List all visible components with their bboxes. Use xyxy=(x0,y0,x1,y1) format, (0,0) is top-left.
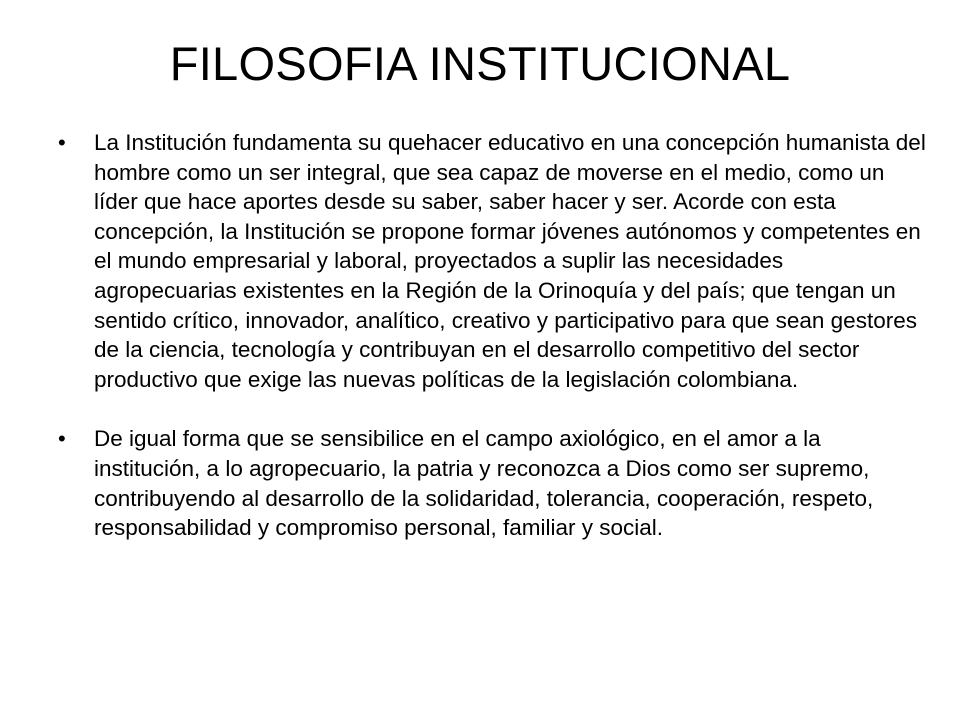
bullet-item-philosophy xyxy=(58,128,930,394)
bullet-item-values xyxy=(58,424,930,542)
bullet-text: De igual forma que se sensibilice en el campo axiológico, en el amor a la institución, a lo agropecuario, la patria y reconozca a Dios como ser supremo, contribuyendo al desarrollo de la solidaridad, tolerancia, cooperación, respeto, responsabilidad y compromiso personal, familiar y social. xyxy=(94,426,874,541)
slide-title: FILOSOFIA INSTITUCIONAL xyxy=(169,37,791,90)
bullet-text: La Institución fundamenta su quehacer educativo en una concepción humanista del hombre como un ser integral, que sea capaz de moverse en el medio, como un líder que hace aportes desde su saber, saber hacer y ser. Acorde con esta concepción, la Institución se propone formar jóvenes autónomos y competentes en el mundo empresarial y laboral, proyectados a suplir las necesidades agropecuarias existentes en la Región de la Orinoquía y del país; que tengan un sentido crítico, innovador, analítico, creativo y participativo para que sean gestores de la ciencia, tecnología y contribuyan en el desarrollo competitivo del sector productivo que exige las nuevas políticas de la legislación colombiana. xyxy=(94,130,926,392)
bullet-list xyxy=(58,128,930,543)
bullet-icon: • xyxy=(58,426,66,452)
bullet-icon: • xyxy=(58,130,66,155)
